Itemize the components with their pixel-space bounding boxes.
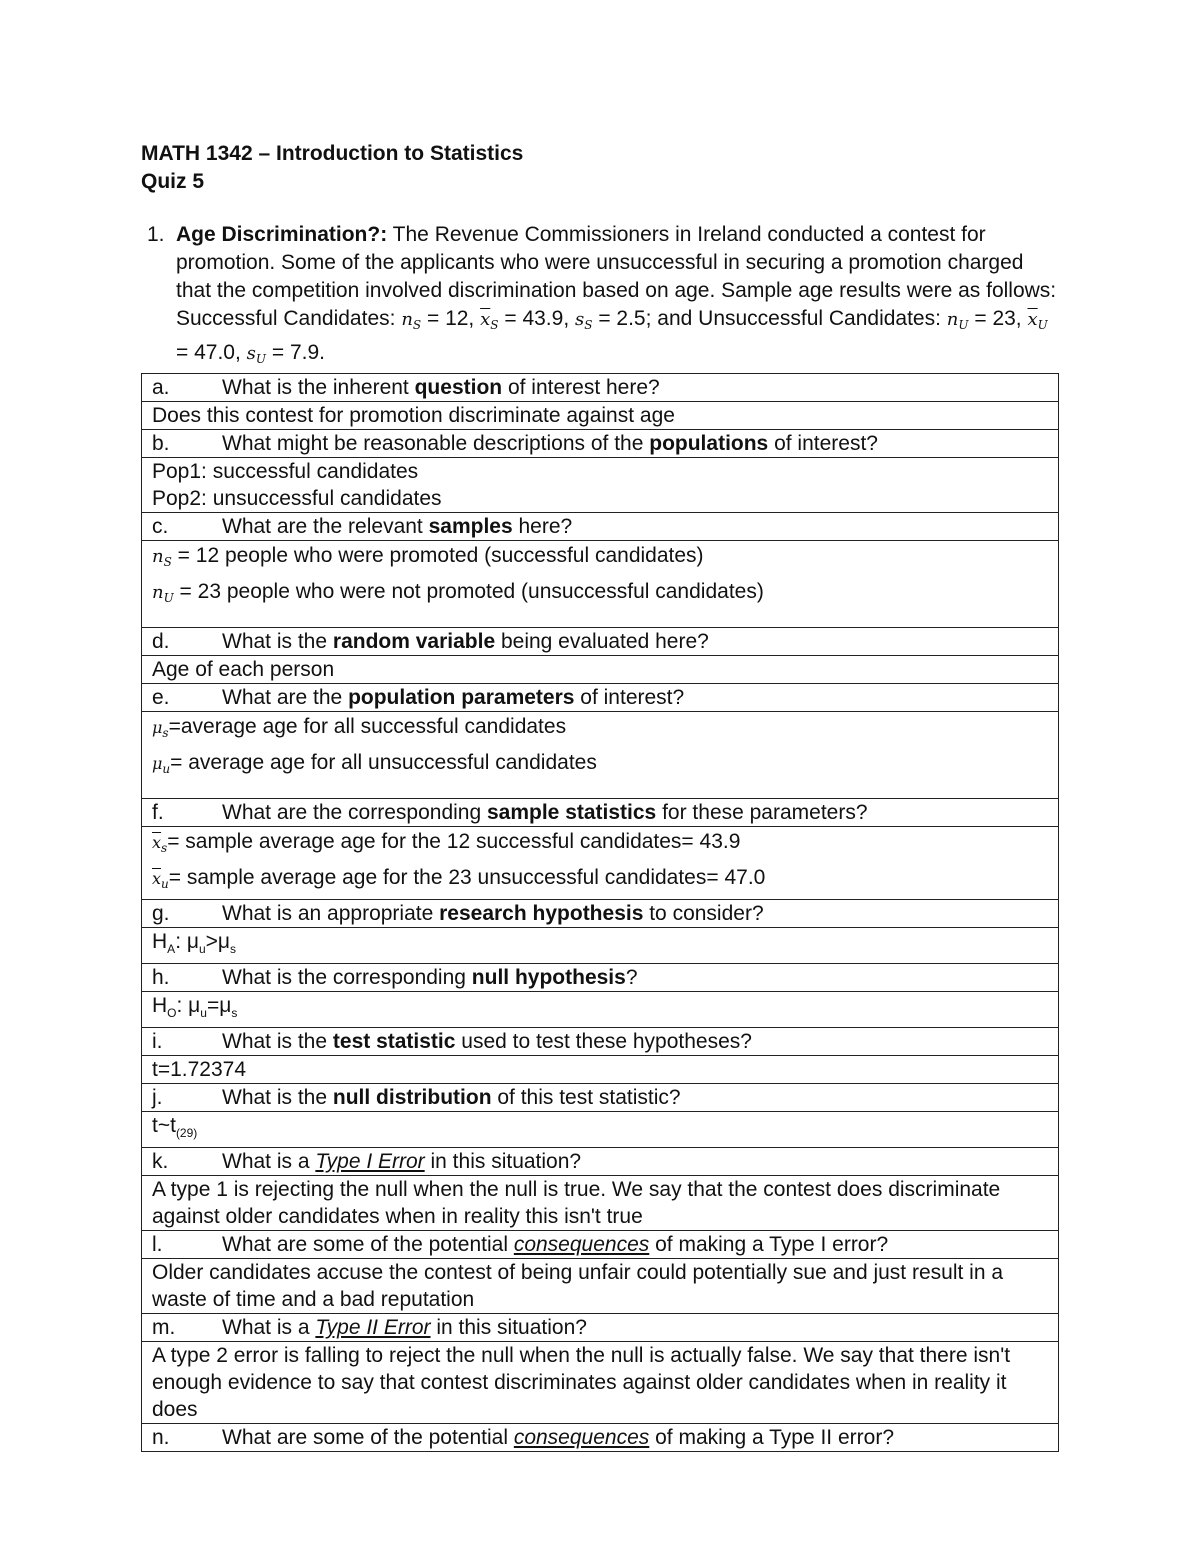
answer-row-f xyxy=(142,827,1059,900)
df-sub: (29) xyxy=(175,1126,198,1140)
question-text: What is the corresponding xyxy=(222,966,472,989)
question-text-end: of interest here? xyxy=(502,376,660,399)
question-keyword: research hypothesis xyxy=(439,902,644,925)
ns-symbol: n xyxy=(152,546,164,567)
xu-symbol: $\overline{x}$ xyxy=(1027,309,1038,330)
question-row-c xyxy=(142,513,1059,541)
question-letter: n. xyxy=(152,1426,170,1449)
answer-row-a xyxy=(142,402,1059,430)
answer-line: Pop2: unsuccessful candidates xyxy=(152,487,442,510)
question-text-end: of this test statistic? xyxy=(491,1086,681,1109)
xs-symbol: $\overline{x}$ xyxy=(480,309,491,330)
hypothesis-sub: A xyxy=(167,942,176,956)
hypothesis-sub: s xyxy=(231,1006,238,1020)
question-text-end: of interest? xyxy=(768,432,878,455)
question-letter: l. xyxy=(152,1233,163,1256)
answer-row-b xyxy=(142,458,1059,513)
mu-symbol: μ xyxy=(152,754,163,773)
question-keyword: Type I Error xyxy=(315,1150,425,1173)
question-row-d xyxy=(142,628,1059,656)
answer-line: Pop1: successful candidates xyxy=(152,460,419,483)
problem-statement xyxy=(141,221,1059,373)
nu-sub: U xyxy=(958,318,969,332)
question-text-end: used to test these hypotheses? xyxy=(455,1030,752,1053)
xu-value: = 47.0, xyxy=(176,341,241,364)
question-letter: h. xyxy=(152,966,170,989)
answer-text: = 23 people who were not promoted (unsuccessful candidates) xyxy=(173,580,764,603)
hypothesis-h: H xyxy=(152,994,168,1017)
question-keyword: null hypothesis xyxy=(471,966,626,989)
answer-row-m xyxy=(142,1342,1059,1424)
answer-line xyxy=(152,863,1048,899)
question-text-end: in this situation? xyxy=(424,1150,582,1173)
answer-line xyxy=(152,541,1048,577)
question-text: What might be reasonable descriptions of the xyxy=(222,432,650,455)
question-keyword: random variable xyxy=(332,630,496,653)
question-letter: c. xyxy=(152,515,169,538)
question-row-a xyxy=(142,374,1059,402)
answer-line xyxy=(152,577,1048,613)
problem-number: 1. xyxy=(147,223,165,246)
nu-sub: U xyxy=(163,591,174,605)
answer-text: t=1.72374 xyxy=(152,1058,247,1081)
xbar-sub: u xyxy=(161,877,169,891)
question-text-end: in this situation? xyxy=(430,1316,587,1339)
question-letter: a. xyxy=(152,376,170,399)
question-text-end: of making a Type II error? xyxy=(649,1426,894,1449)
hypothesis-h: H xyxy=(152,930,168,953)
xu-sub: U xyxy=(1037,318,1048,332)
question-text-end: here? xyxy=(512,515,573,538)
hypothesis-sub: u xyxy=(198,942,206,956)
xs-value: = 43.9, xyxy=(498,307,570,330)
answer-text: =average age for all successful candidates xyxy=(168,715,567,738)
qa-table xyxy=(141,373,1059,1452)
question-letter: g. xyxy=(152,902,170,925)
question-text: What are some of the potential xyxy=(222,1233,514,1256)
hypothesis-sub: O xyxy=(167,1006,177,1020)
question-text: What are some of the potential xyxy=(222,1426,514,1449)
ns-sub: S xyxy=(163,555,172,569)
su-value: = 7.9. xyxy=(266,341,325,364)
xbar-sub: s xyxy=(161,841,168,855)
answer-line xyxy=(152,712,1048,748)
question-keyword: question xyxy=(414,376,503,399)
question-letter: m. xyxy=(152,1316,176,1339)
answer-text: Does this contest for promotion discriminate against age xyxy=(152,404,675,427)
question-keyword: null distribution xyxy=(332,1086,492,1109)
ns-sub: S xyxy=(412,318,422,332)
problem-label: Age Discrimination?: xyxy=(176,223,388,246)
answer-row-l xyxy=(142,1259,1059,1314)
problem-text: The Revenue Commissioners in Ireland conducted a contest for promotion. Some of the applicants who were unsuccessful in securing a promotion charged that the competition involved discrimination based on age. Sample age results were as follows: Successful Candidates: xyxy=(176,223,1057,330)
question-text: What is the inherent xyxy=(222,376,415,399)
question-text: What is a xyxy=(222,1316,316,1339)
answer-text: Age of each person xyxy=(152,658,335,681)
question-text: What are the relevant xyxy=(222,515,429,538)
answer-row-j xyxy=(142,1112,1059,1148)
answer-text: = sample average age for the 12 successful candidates= 43.9 xyxy=(167,830,741,853)
nu-symbol: n xyxy=(152,582,164,603)
question-keyword: Type II Error xyxy=(315,1316,431,1339)
ns-symbol: n xyxy=(401,309,413,330)
hypothesis-op: =μ xyxy=(206,994,232,1017)
question-row-f xyxy=(142,799,1059,827)
ss-sub: S xyxy=(584,318,593,332)
hypothesis-op: >μ xyxy=(205,930,231,953)
answer-row-h xyxy=(142,992,1059,1028)
question-text: What is an appropriate xyxy=(222,902,440,925)
ss-symbol: s xyxy=(575,309,585,330)
question-row-g xyxy=(142,900,1059,928)
answer-text: t~t xyxy=(152,1114,176,1137)
nu-value: = 23, xyxy=(968,307,1022,330)
answer-text: = average age for all unsuccessful candidates xyxy=(170,751,597,774)
xbar-symbol: $\overline{x}$ xyxy=(152,869,162,888)
answer-text: A type 2 error is falling to reject the null when the null is actually false. We say that there isn't enough evidence to say that contest discriminates against older candidates when in reality it does xyxy=(152,1344,1011,1421)
su-sub: U xyxy=(255,352,267,366)
mu-sub: s xyxy=(162,726,169,740)
answer-text: = 12 people who were promoted (successful candidates) xyxy=(171,544,704,567)
ss-value: = 2.5; and Unsuccessful Candidates: xyxy=(592,307,941,330)
question-row-b xyxy=(142,430,1059,458)
question-letter: e. xyxy=(152,686,170,709)
question-letter: d. xyxy=(152,630,170,653)
question-text: What is the xyxy=(222,1030,333,1053)
question-text-end: ? xyxy=(625,966,638,989)
quiz-title: Quiz 5 xyxy=(141,170,205,193)
question-text: What is a xyxy=(222,1150,316,1173)
xs-sub: S xyxy=(490,318,499,332)
question-text-end: of making a Type I error? xyxy=(649,1233,889,1256)
question-row-j xyxy=(142,1084,1059,1112)
mu-symbol: μ xyxy=(152,718,163,737)
question-keyword: population parameters xyxy=(348,686,575,709)
ns-value: = 12, xyxy=(421,307,475,330)
question-row-i xyxy=(142,1028,1059,1056)
nu-symbol: n xyxy=(946,309,959,330)
question-row-h xyxy=(142,964,1059,992)
question-text: What is the xyxy=(222,630,333,653)
question-keyword: consequences xyxy=(513,1233,650,1256)
question-text: What is the xyxy=(222,1086,333,1109)
quiz-page xyxy=(141,140,1059,1452)
question-row-n xyxy=(142,1424,1059,1452)
answer-line xyxy=(152,827,1048,863)
question-letter: i. xyxy=(152,1030,163,1053)
xbar-symbol: $\overline{x}$ xyxy=(152,833,162,852)
su-symbol: s xyxy=(246,343,256,364)
question-keyword: samples xyxy=(428,515,513,538)
answer-text: Older candidates accuse the contest of being unfair could potentially sue and just result in a waste of time and a bad reputation xyxy=(152,1261,1004,1311)
hypothesis-sub: s xyxy=(230,942,237,956)
answer-row-g xyxy=(142,928,1059,964)
hypothesis-mu: : μ xyxy=(176,994,201,1017)
answer-row-d xyxy=(142,656,1059,684)
question-row-e xyxy=(142,684,1059,712)
question-keyword: test statistic xyxy=(332,1030,456,1053)
question-keyword: consequences xyxy=(513,1426,650,1449)
question-row-k xyxy=(142,1148,1059,1176)
question-text-end: for these parameters? xyxy=(656,801,868,824)
answer-text: A type 1 is rejecting the null when the null is true. We say that the contest does discriminate against older candidates when in reality this isn't true xyxy=(152,1178,1001,1228)
question-letter: k. xyxy=(152,1150,169,1173)
question-keyword: sample statistics xyxy=(486,801,657,824)
answer-row-k xyxy=(142,1176,1059,1231)
question-text-end: being evaluated here? xyxy=(495,630,709,653)
question-text-end: of interest? xyxy=(574,686,685,709)
question-text: What are the corresponding xyxy=(222,801,487,824)
question-row-m xyxy=(142,1314,1059,1342)
hypothesis-sub: u xyxy=(200,1006,207,1020)
question-row-l xyxy=(142,1231,1059,1259)
answer-row-e xyxy=(142,712,1059,799)
answer-row-c xyxy=(142,541,1059,628)
question-letter: j. xyxy=(152,1086,163,1109)
mu-sub: u xyxy=(162,762,171,776)
answer-row-i xyxy=(142,1056,1059,1084)
answer-line xyxy=(152,748,1048,784)
question-letter: f. xyxy=(152,801,164,824)
question-keyword: populations xyxy=(649,432,769,455)
question-letter: b. xyxy=(152,432,170,455)
course-title: MATH 1342 – Introduction to Statistics xyxy=(141,142,524,165)
question-text-end: to consider? xyxy=(643,902,764,925)
answer-text: = sample average age for the 23 unsuccessful candidates= 47.0 xyxy=(168,866,766,889)
hypothesis-mu: : μ xyxy=(175,930,199,953)
question-text: What are the xyxy=(222,686,349,709)
